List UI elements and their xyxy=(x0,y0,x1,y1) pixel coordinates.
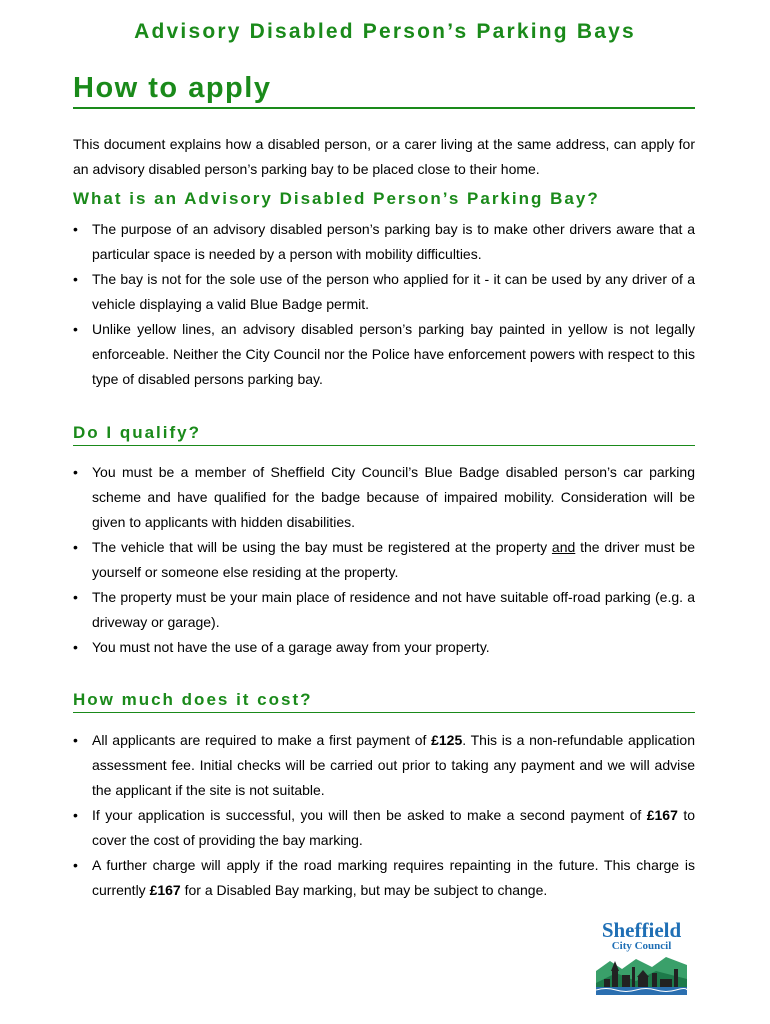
bullet-icon: • xyxy=(73,539,78,555)
bullet-icon: • xyxy=(73,221,78,237)
document-title: Advisory Disabled Person’s Parking Bays xyxy=(134,20,636,43)
bullet-icon: • xyxy=(73,321,78,337)
fee-amount: £167 xyxy=(646,807,678,823)
list-item: • The vehicle that will be using the bay must be registered at the property and the driver must be yourself or someone else residing at the property. xyxy=(73,535,695,585)
list-item: • The bay is not for the sole use of the person who applied for it - it can be used by any driver of a vehicle displaying a valid Blue Badge permit. xyxy=(73,267,695,317)
list-item: • If your application is successful, you will then be asked to make a second payment of £167 to cover the cost of providing the bay marking. xyxy=(73,803,695,853)
list-item: • You must not have the use of a garage away from your property. xyxy=(73,635,695,660)
list-item: • The purpose of an advisory disabled person’s parking bay is to make other drivers aware that a particular space is needed by a person with mobility difficulties. xyxy=(73,217,695,267)
city-skyline-icon xyxy=(596,953,687,995)
what-is-list xyxy=(73,217,695,392)
qualify-list xyxy=(73,460,695,660)
list-item: • A further charge will apply if the road marking requires repainting in the future. This charge is currently £167 for a Disabled Bay marking, but may be subject to change. xyxy=(73,853,695,903)
intro-paragraph: This document explains how a disabled person, or a carer living at the same address, can apply for an advisory disabled person’s parking bay to be placed close to their home. xyxy=(73,136,695,177)
fee-amount: £167 xyxy=(149,882,181,898)
bullet-icon: • xyxy=(73,807,78,823)
bullet-icon: • xyxy=(73,271,78,287)
bullet-icon: • xyxy=(73,857,78,873)
section-heading-qualify: Do I qualify? xyxy=(73,422,695,446)
emphasis-and: and xyxy=(551,539,576,555)
logo-subtitle: City Council xyxy=(611,940,672,952)
list-item: • The property must be your main place of residence and not have suitable off-road parking (e.g. a driveway or garage). xyxy=(73,585,695,635)
logo-wordmark: Sheffield xyxy=(601,918,682,942)
fee-amount: £125 xyxy=(431,732,463,748)
council-logo xyxy=(594,918,689,998)
list-item: • You must be a member of Sheffield City Council’s Blue Badge disabled person’s car parking scheme and have qualified for the badge because of impaired mobility. Consideration will be given to applicants with hidden disabilities. xyxy=(73,460,695,535)
bullet-icon: • xyxy=(73,589,78,605)
list-item: • All applicants are required to make a first payment of £125. This is a non-refundable application assessment fee. Initial checks will be carried out prior to taking any payment and we will advise the applicant if the site is not suitable. xyxy=(73,728,695,803)
section-heading-cost: How much does it cost? xyxy=(73,689,695,713)
cost-list xyxy=(73,728,695,903)
page-heading: How to apply xyxy=(73,70,695,109)
list-item: • Unlike yellow lines, an advisory disabled person’s parking bay painted in yellow is not legally enforceable. Neither the City Council nor the Police have enforcement powers with respect to this type of disabled persons parking bay. xyxy=(73,317,695,392)
bullet-icon: • xyxy=(73,639,78,655)
bullet-icon: • xyxy=(73,732,78,748)
bullet-icon: • xyxy=(73,464,78,480)
section-heading-what-is: What is an Advisory Disabled Person’s Parking Bay? xyxy=(73,189,600,208)
